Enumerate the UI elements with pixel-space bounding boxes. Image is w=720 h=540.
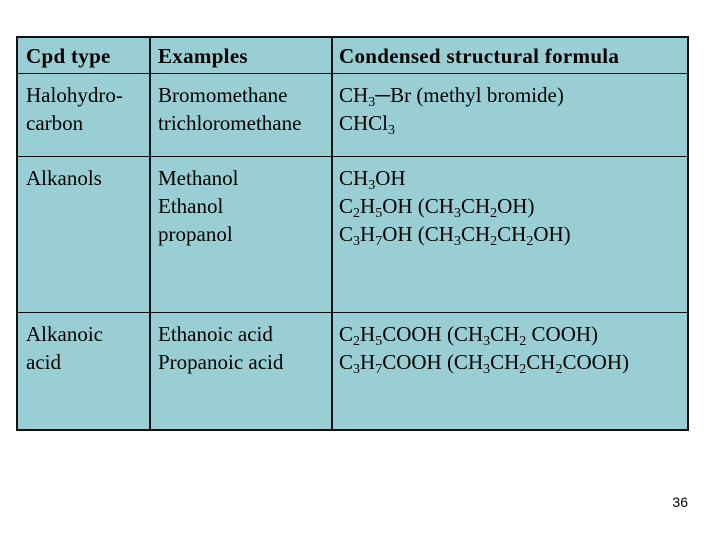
- header-cpd-type: Cpd type: [26, 44, 111, 68]
- header-row: [18, 38, 687, 73]
- formula-line: $CH_3OH$: [339, 166, 406, 193]
- cpd-type-line: Halohydro-: [26, 83, 123, 107]
- cpd-type-line: Alkanoic: [26, 322, 103, 346]
- cpd-type-line: carbon: [26, 111, 84, 135]
- formula-line: $C_2H_5OH$ $(CH_3CH_2OH)$: [339, 194, 535, 221]
- formula-cell: [339, 81, 564, 137]
- column-divider: [331, 38, 333, 429]
- cpd-type-cell: [26, 320, 103, 376]
- example-line: Propanoic acid: [158, 350, 284, 374]
- table-row: [18, 312, 687, 430]
- formula-line: CHCl$_3$: [339, 111, 396, 138]
- formula-cell: [339, 320, 629, 376]
- formula-line: $C_2H_5COOH$ ($CH_3CH_2$ COOH): [339, 322, 599, 349]
- header-formula: Condensed structural formula: [339, 44, 620, 68]
- example-line: trichloromethane: [158, 111, 302, 135]
- cpd-type-line: acid: [26, 350, 61, 374]
- cpd-type-cell: [26, 81, 123, 137]
- formula-cell: [339, 164, 571, 248]
- header-examples: Examples: [158, 44, 248, 68]
- table-row: [18, 156, 687, 313]
- table-row: [18, 73, 687, 157]
- page-number: 36: [672, 494, 688, 510]
- example-line: Bromomethane: [158, 83, 288, 107]
- formula-line: $C_3H_7OH$ $(CH_3CH_2CH_2OH)$: [339, 222, 571, 249]
- example-line: Ethanoic acid: [158, 322, 273, 346]
- example-line: Ethanol: [158, 194, 224, 218]
- example-line: propanol: [158, 222, 233, 246]
- examples-cell: [158, 81, 301, 137]
- cpd-type-line: Alkanols: [26, 166, 102, 190]
- formula-line: $CH_3─Br$ (methyl bromide): [339, 83, 564, 110]
- formula-line: $C_3H_7COOH$ $(CH_3CH_2CH_2COOH)$: [339, 350, 629, 377]
- cpd-type-cell: [26, 164, 102, 192]
- column-divider: [149, 38, 151, 429]
- example-line: Methanol: [158, 166, 239, 190]
- examples-cell: [158, 320, 283, 376]
- examples-cell: [158, 164, 238, 248]
- compound-table: [16, 36, 689, 431]
